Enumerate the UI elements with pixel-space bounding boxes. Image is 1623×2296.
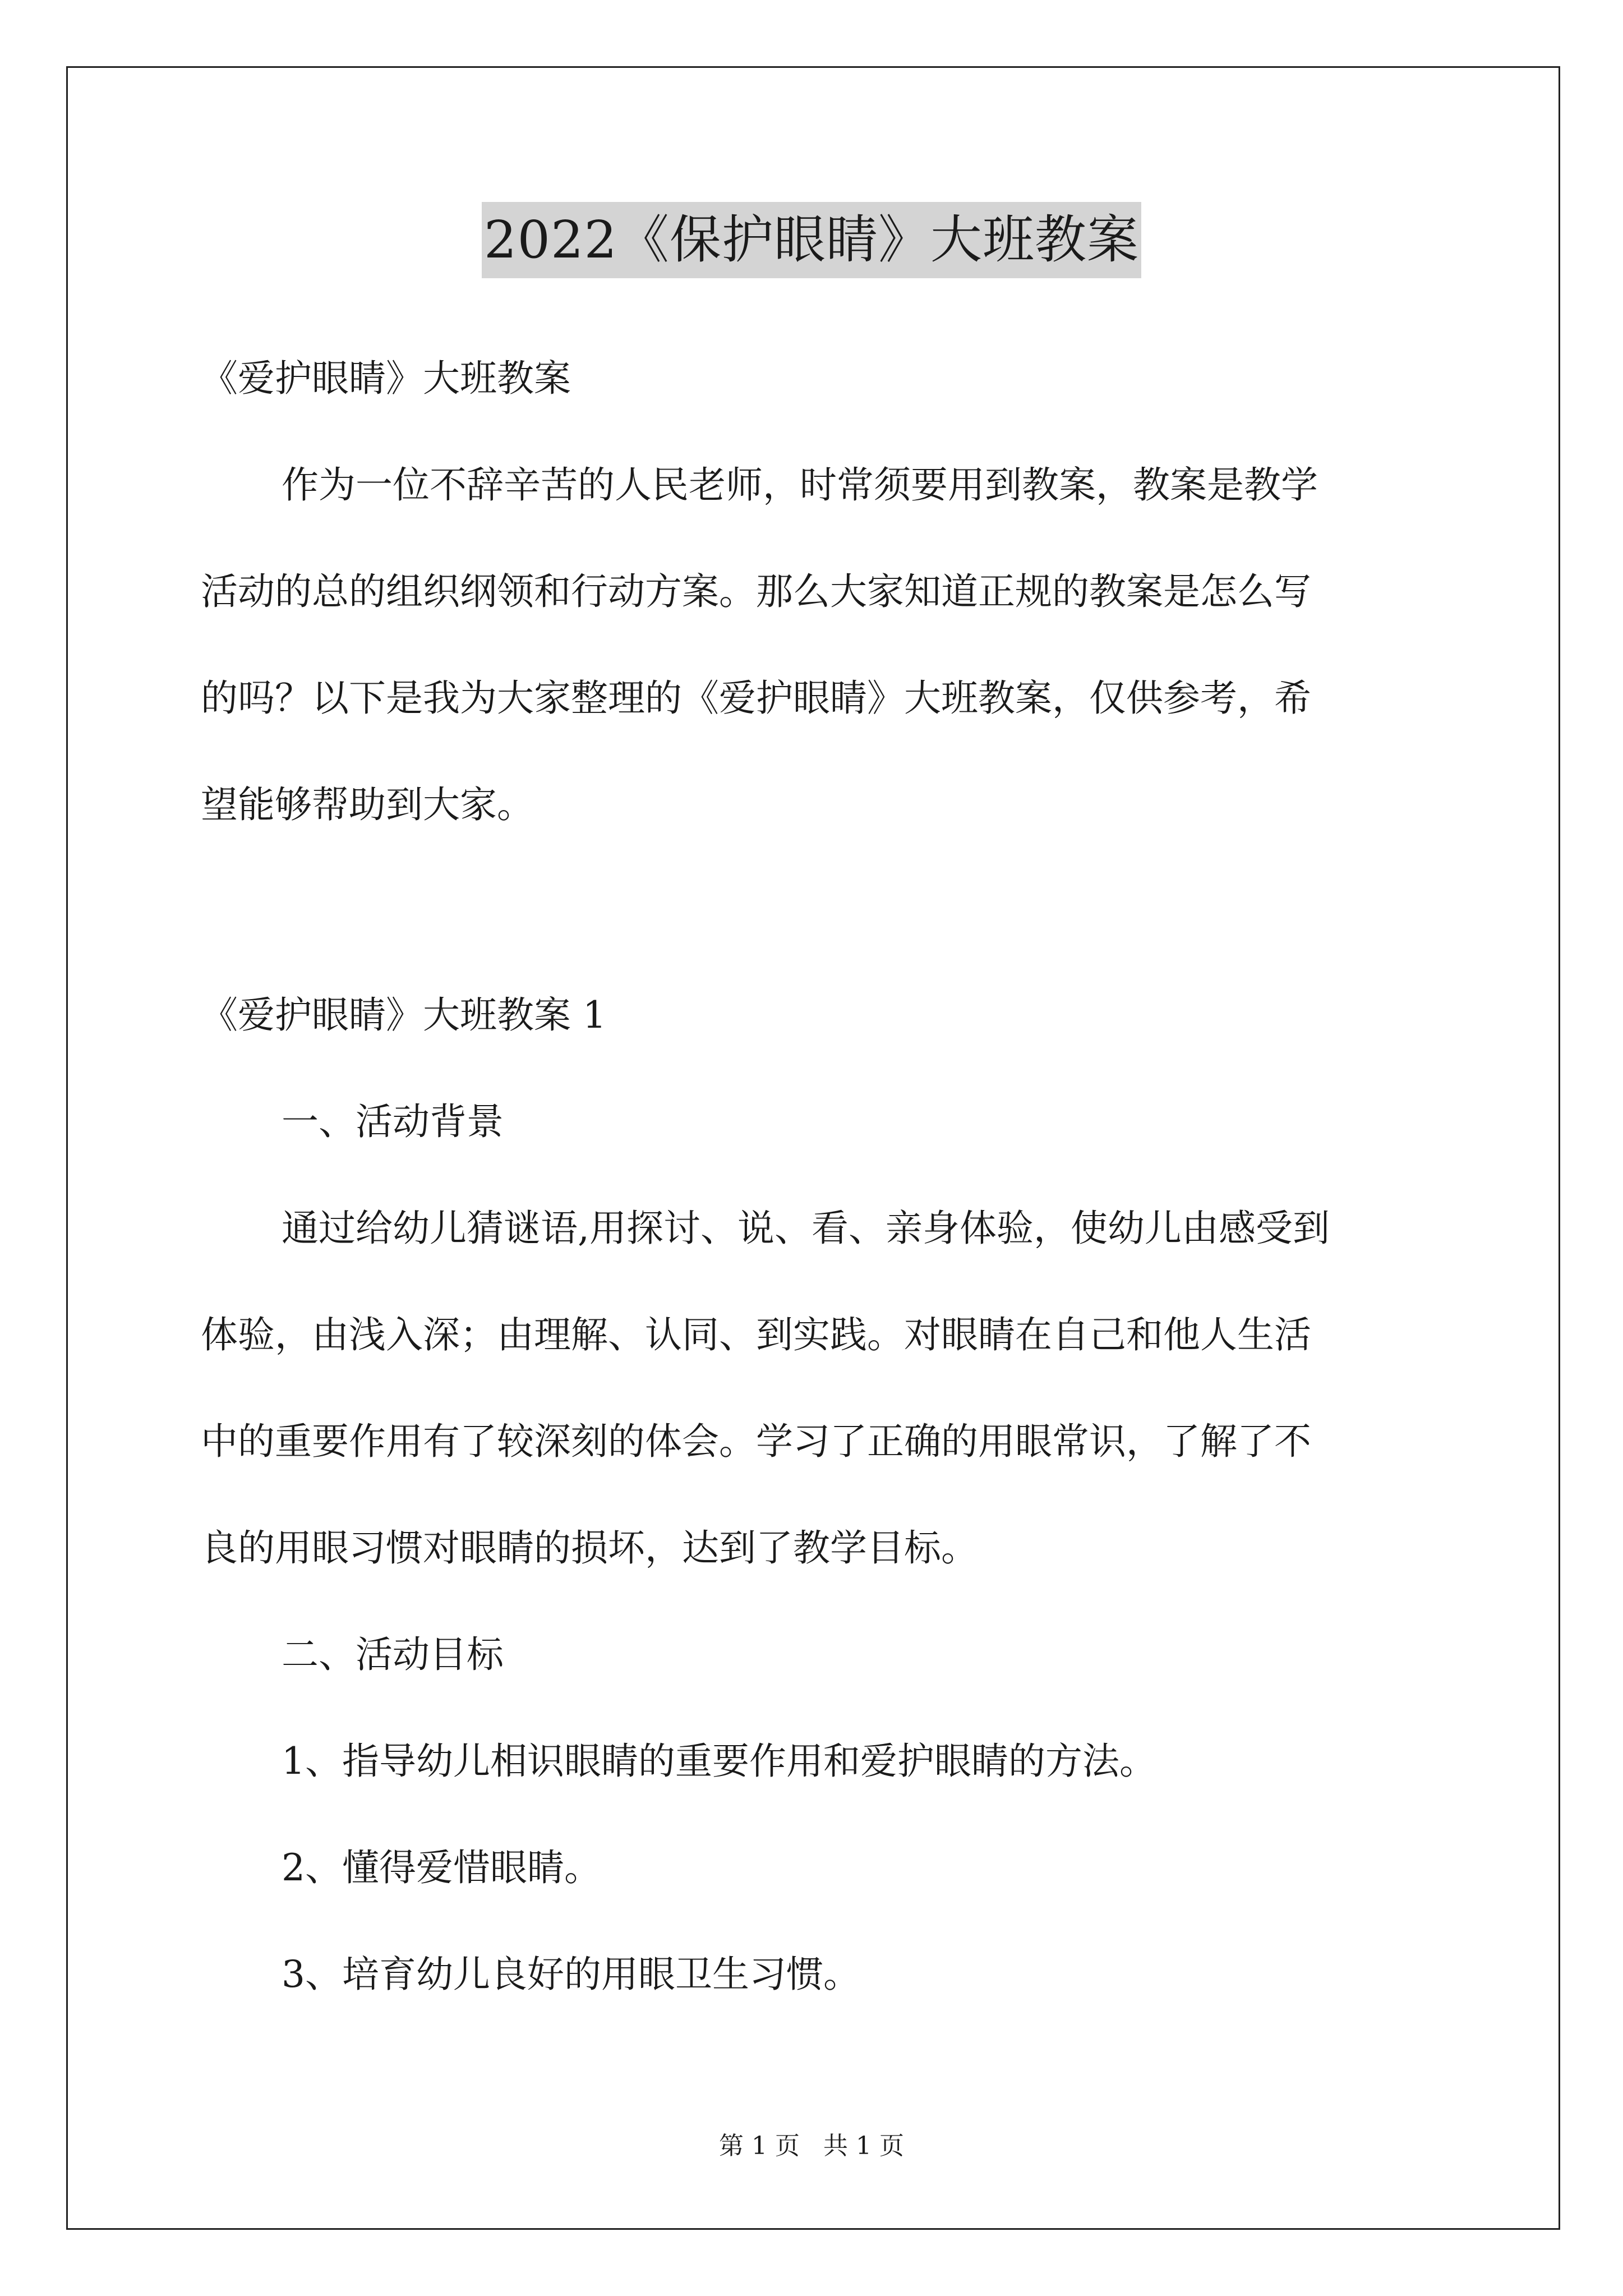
background-paragraph-line: 良的用眼习惯对眼睛的损坏，达到了教学目标。 [201,1526,978,1570]
background-paragraph-line: 通过给幼儿猜谜语,用探讨、说、看、亲身体验，使幼儿由感受到 [282,1207,1330,1250]
document-title: 2022《保护眼睛》大班教案 [482,202,1141,278]
goal-list-item: 1、指导幼儿相识眼睛的重要作用和爱护眼睛的方法。 [282,1740,1156,1783]
intro-paragraph-line: 的吗？以下是我为大家整理的《爱护眼睛》大班教案，仅供参考，希 [201,677,1311,720]
intro-paragraph-line: 作为一位不辞辛苦的人民老师，时常须要用到教案，教案是教学 [282,463,1318,507]
background-paragraph-line: 体验，由浅入深；由理解、认同、到实践。对眼睛在自己和他人生活 [201,1313,1311,1356]
intro-paragraph-line: 望能够帮助到大家。 [201,783,534,826]
intro-paragraph-line: 活动的总的组织纲领和行动方案。那么大家知道正规的教案是怎么写 [201,570,1311,613]
page-footer: 第 1 页 共 1 页 [719,2132,904,2160]
title-container [0,202,1623,278]
subsection-heading: 二、活动目标 [282,1633,504,1676]
section-heading: 《爱护眼睛》大班教案 1 [201,993,606,1037]
subtitle-line: 《爱护眼睛》大班教案 [201,357,571,400]
background-paragraph-line: 中的重要作用有了较深刻的体会。学习了正确的用眼常识，了解了不 [201,1420,1311,1463]
goal-list-item: 3、培育幼儿良好的用眼卫生习惯。 [282,1953,860,1996]
goal-list-item: 2、懂得爱惜眼睛。 [282,1846,601,1889]
subsection-heading: 一、活动背景 [282,1100,504,1143]
